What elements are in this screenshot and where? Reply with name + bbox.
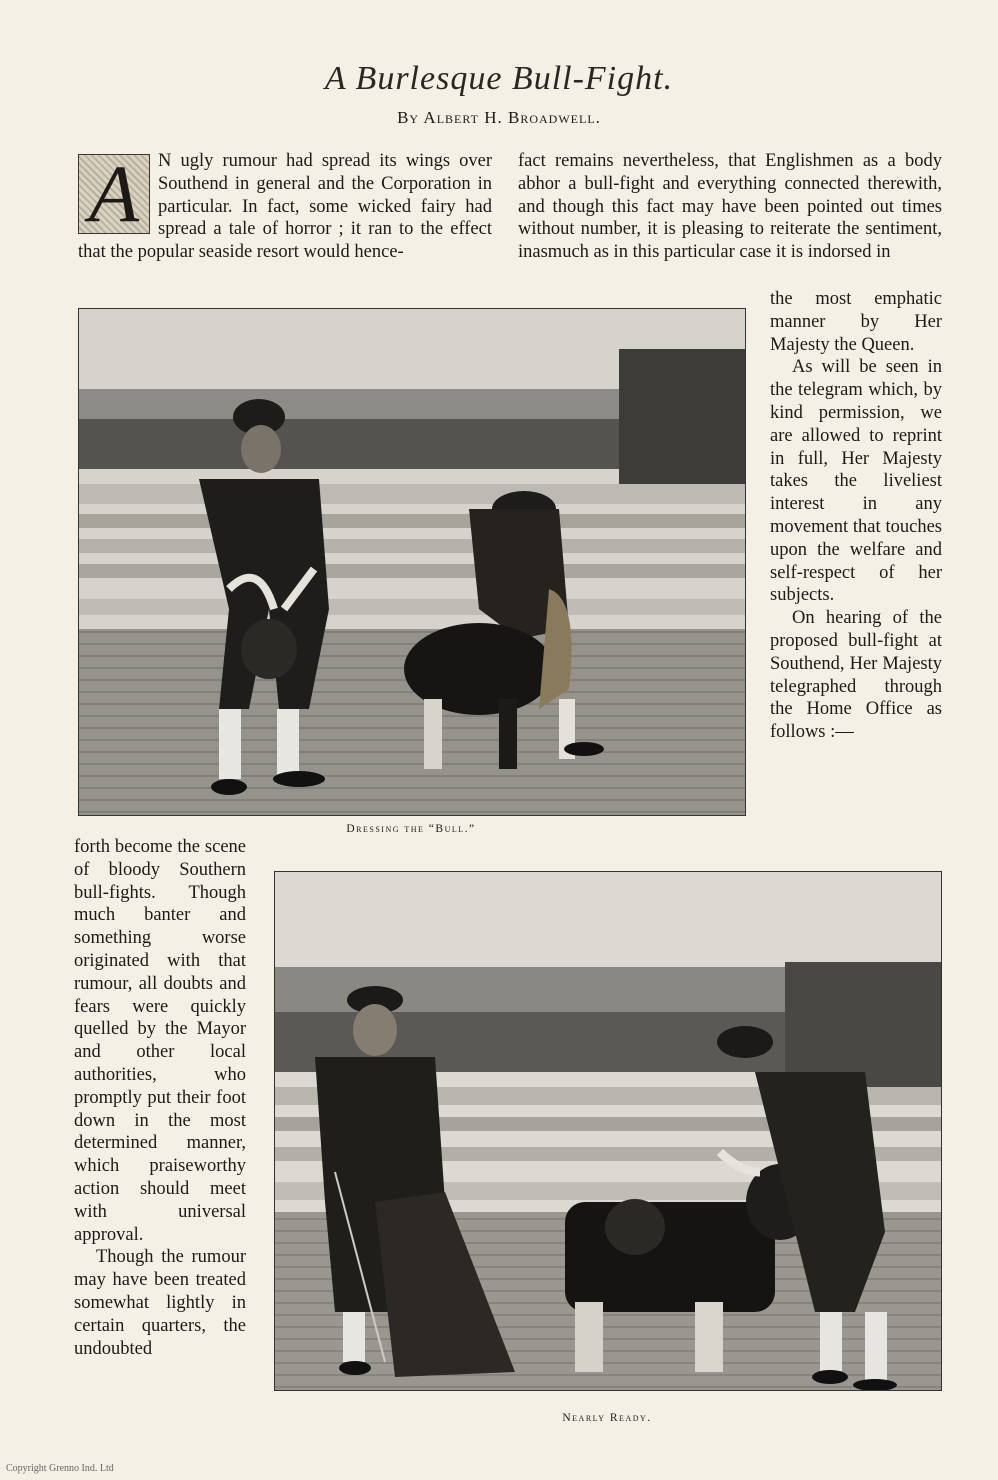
paragraph-right-1: the most emphatic manner by Her Majesty the Queen.: [770, 289, 942, 355]
photo-nearly-ready: [274, 871, 942, 1391]
text-column-1-top: [78, 150, 492, 264]
photo-illustration-2: [275, 872, 941, 1390]
text-column-2-top: [518, 150, 942, 264]
paragraph-opening: N ugly rumour had spread its wings over Southend in general and the Corporation in particular. In fact, some wicked fairy had spread a tale of horror ; it ran to the effect that the popular seaside resort would hence-: [78, 151, 492, 263]
paragraph-right-2: As will be seen in the telegram which, by kind permission, we are allowed to reprint in full, Her Majesty takes the liveliest interest in any movement that touches upon the welfare and self-respect of her subjects.: [770, 357, 942, 606]
paragraph-left-2: Though the rumour may have been treated somewhat lightly in certain quarters, the undoubted: [74, 1247, 246, 1359]
text-column-left: [74, 836, 246, 1360]
drop-cap: A: [78, 154, 150, 234]
paragraph-column-2: fact remains nevertheless, that Englishmen as a body abhor a bull-fight and everything connected therewith, and though this fact may have been pointed out times without number, it is pleasing to reiterate the sentiment, inasmuch as in this particular case it is indorsed in: [518, 151, 942, 263]
article-byline: By Albert H. Broadwell.: [397, 108, 601, 127]
paragraph-right-3: On hearing of the proposed bull-fight at Southend, Her Majesty telegraphed through the Home Office as follows :—: [770, 608, 942, 743]
photo-dressing-the-bull: [78, 308, 746, 816]
text-column-right: [770, 288, 942, 744]
copyright-notice: Copyright Grenno Ind. Ltd: [6, 1463, 114, 1474]
figure-2-caption: Nearly Ready.: [562, 1412, 652, 1424]
article-title: A Burlesque Bull-Fight.: [324, 60, 674, 97]
figure-1-caption: Dressing the “Bull.”: [346, 823, 476, 835]
photo-illustration: [79, 309, 745, 815]
paragraph-left-1: forth become the scene of bloody Southern bull-fights. Though much banter and something worse originated with that rumour, all doubts and fears were quickly quelled by the Mayor and other local authorities, who promptly put their foot down in the most determined manner, which praiseworthy action should meet with universal approval.: [74, 837, 246, 1245]
